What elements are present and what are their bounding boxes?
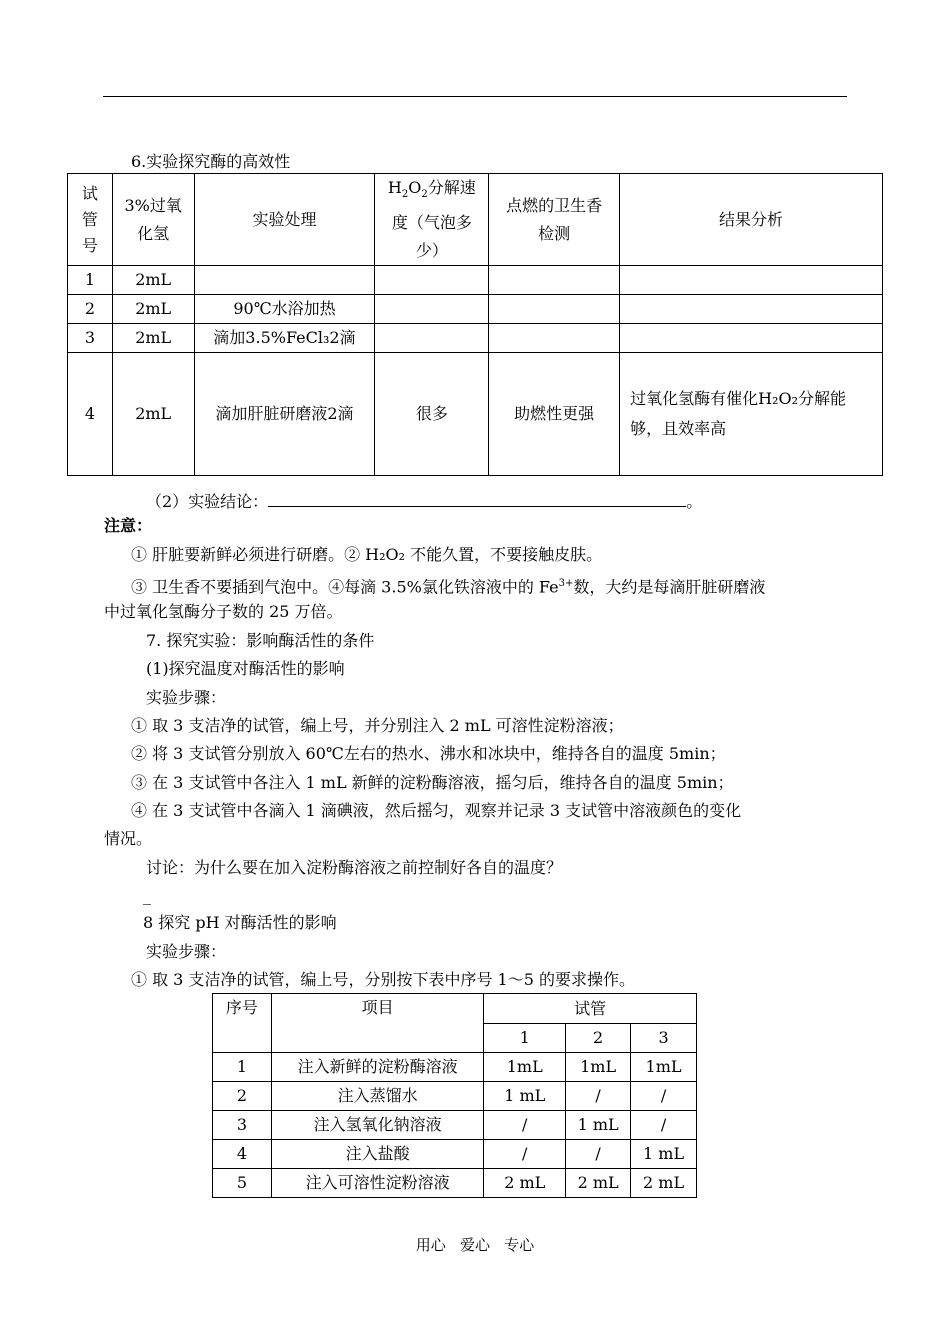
cell-no: 2: [68, 295, 113, 324]
cell-t3: /: [631, 1111, 697, 1140]
cell-no: 3: [68, 324, 113, 353]
cell-t3: 1 mL: [631, 1140, 697, 1169]
cell-t1: 2 mL: [484, 1169, 566, 1198]
table-row: [213, 1169, 697, 1198]
ph-experiment-table: [212, 993, 697, 1198]
cell-t2: /: [566, 1140, 631, 1169]
table-row: [213, 1082, 697, 1111]
section8-step-1: ① 取 3 支洁净的试管，编上号，分别按下表中序号 1～5 的要求操作。: [131, 970, 635, 989]
cell-t3: 1mL: [631, 1053, 697, 1082]
header-tube-no: 试管号: [68, 174, 113, 266]
cell-analysis: [620, 324, 883, 353]
cell-no: 4: [68, 353, 113, 476]
cell-vol: 2mL: [112, 295, 194, 324]
cell-incense: 助燃性更强: [489, 353, 620, 476]
cell-t2: 2 mL: [566, 1169, 631, 1198]
table-row: [68, 324, 883, 353]
section6-title: 6.实验探究酶的高效性: [131, 152, 291, 171]
section7-title: 7. 探究实验：影响酶活性的条件: [146, 631, 375, 650]
cell-vol: 2mL: [112, 266, 194, 295]
cell-t2: /: [566, 1082, 631, 1111]
cell-vol: 2mL: [112, 324, 194, 353]
cell-t1: 1 mL: [484, 1082, 566, 1111]
header-incense: 点燃的卫生香检测: [489, 174, 620, 266]
page-footer: 用心 爱心 专心: [415, 1236, 535, 1254]
cell-item: 注入可溶性淀粉溶液: [271, 1169, 483, 1198]
cell-t2: 1mL: [566, 1053, 631, 1082]
table-row: [68, 266, 883, 295]
header-tubes: 试管: [484, 994, 697, 1024]
cell-no: 1: [213, 1053, 272, 1082]
cell-no: 3: [213, 1111, 272, 1140]
header-decomp-speed: $H_2O_2$分解速度（气泡多少）: [375, 174, 489, 266]
header-tube-2: 2: [566, 1024, 631, 1053]
table-row: [68, 353, 883, 476]
conclusion-answer-blank[interactable]: [268, 492, 686, 507]
cell-incense: [489, 266, 620, 295]
cell-t3: 2 mL: [631, 1169, 697, 1198]
header-h2o2: 3%过氧 化氢: [112, 174, 194, 266]
cell-speed: 很多: [375, 353, 489, 476]
header-rule: [103, 96, 847, 97]
conclusion-end: 。: [686, 492, 703, 511]
header-tube-1: 1: [484, 1024, 566, 1053]
table-row: [213, 1140, 697, 1169]
section7-discussion: 讨论：为什么要在加入淀粉酶溶液之前控制好各自的温度？: [146, 858, 563, 877]
cell-item: 注入新鲜的淀粉酶溶液: [271, 1053, 483, 1082]
section7-step-3: ③ 在 3 支试管中各注入 1 mL 新鲜的淀粉酶溶液，摇匀后，维持各自的温度 5min；: [131, 773, 734, 792]
cell-speed: [375, 266, 489, 295]
header-analysis: 结果分析: [620, 174, 883, 266]
header-seq-no: 序号: [213, 994, 272, 1053]
cell-item: 注入氢氧化钠溶液: [271, 1111, 483, 1140]
enzyme-efficiency-table: [67, 173, 883, 476]
cell-item: 注入蒸馏水: [271, 1082, 483, 1111]
cell-no: 5: [213, 1169, 272, 1198]
cell-incense: [489, 295, 620, 324]
cell-analysis: 过氧化氢酶有催化H₂O₂分解能够，且效率高: [620, 353, 883, 476]
cell-t2: 1 mL: [566, 1111, 631, 1140]
conclusion-label: （2）实验结论：: [146, 492, 269, 511]
section7-sub1: (1)探究温度对酶活性的影响: [146, 659, 345, 678]
note-line-3: 中过氧化氢酶分子数的 25 万倍。: [104, 602, 343, 621]
cell-no: 1: [68, 266, 113, 295]
section8-title: 8 探究 pH 对酶活性的影响: [143, 913, 337, 932]
section7-step-1: ① 取 3 支洁净的试管，编上号，并分别注入 2 mL 可溶性淀粉溶液；: [131, 716, 624, 735]
cell-treatment: 90℃水浴加热: [194, 295, 375, 324]
cell-t1: /: [484, 1140, 566, 1169]
table-row: [68, 295, 883, 324]
header-treatment: 实验处理: [194, 174, 375, 266]
cell-treatment: [194, 266, 375, 295]
cell-treatment: 滴加肝脏研磨液2滴: [194, 353, 375, 476]
cell-no: 4: [213, 1140, 272, 1169]
cell-item: 注入盐酸: [271, 1140, 483, 1169]
cell-t3: /: [631, 1082, 697, 1111]
cell-no: 2: [213, 1082, 272, 1111]
table-row: [213, 1053, 697, 1082]
section7-step-2: ② 将 3 支试管分别放入 60℃左右的热水、沸水和冰块中，维持各自的温度 5min；: [131, 744, 726, 763]
answer-dash: _: [143, 886, 151, 905]
section7-steps-label: 实验步骤：: [146, 688, 227, 707]
header-tube-3: 3: [631, 1024, 697, 1053]
header-item: 项目: [271, 994, 483, 1053]
note-line-1: ① 肝脏要新鲜必须进行研磨。② H₂O₂ 不能久置，不要接触皮肤。: [131, 545, 603, 564]
cell-incense: [489, 324, 620, 353]
cell-speed: [375, 324, 489, 353]
cell-t1: 1mL: [484, 1053, 566, 1082]
section8-steps-label: 实验步骤：: [146, 942, 227, 961]
table-row: [213, 1111, 697, 1140]
notes-label: 注意：: [104, 516, 153, 535]
note-line-2: ③ 卫生香不要插到气泡中。④每滴 3.5%氯化铁溶液中的 $Fe^{3+}$数，大约是每滴肝脏研磨液: [131, 577, 766, 597]
cell-analysis: [620, 266, 883, 295]
cell-t1: /: [484, 1111, 566, 1140]
section7-step-4: ④ 在 3 支试管中各滴入 1 滴碘液，然后摇匀，观察并记录 3 支试管中溶液颜色的变化: [131, 801, 742, 820]
cell-treatment: 滴加3.5%FeCl₃2滴: [194, 324, 375, 353]
conclusion-line: [146, 492, 702, 512]
cell-speed: [375, 295, 489, 324]
cell-analysis: [620, 295, 883, 324]
section7-step-4-cont: 情况。: [104, 829, 153, 848]
cell-vol: 2mL: [112, 353, 194, 476]
